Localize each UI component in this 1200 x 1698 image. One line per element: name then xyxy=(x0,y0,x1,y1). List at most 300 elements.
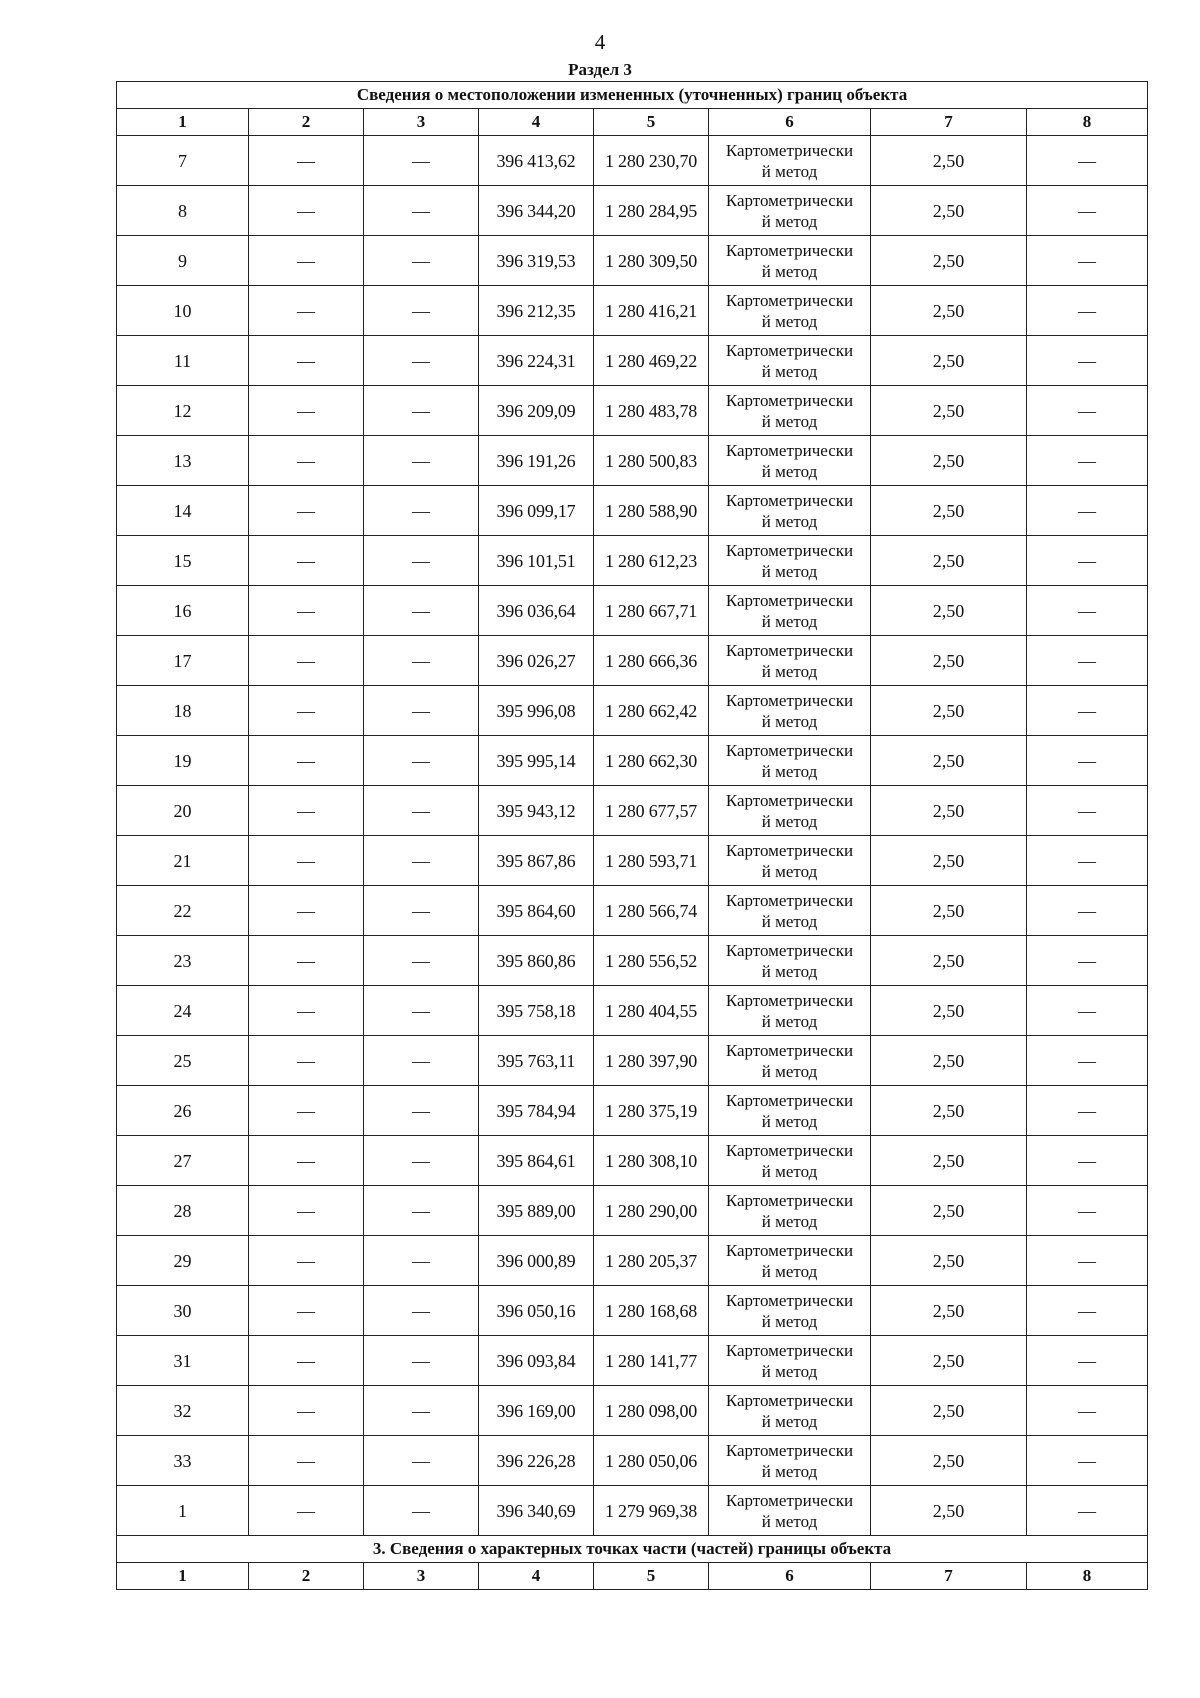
column-8-cell: — xyxy=(1027,536,1148,586)
column-2-cell: — xyxy=(249,286,364,336)
method-line-2: й метод xyxy=(761,761,818,781)
accuracy-cell: 2,50 xyxy=(871,586,1027,636)
y-coordinate-cell: 1 280 098,00 xyxy=(594,1386,709,1436)
method-cell xyxy=(709,736,871,786)
column-2-cell: — xyxy=(249,136,364,186)
table-row xyxy=(117,936,1148,986)
method-line-1: Картометрически xyxy=(725,190,854,210)
column-3-cell: — xyxy=(364,536,479,586)
x-coordinate-cell: 396 413,62 xyxy=(479,136,594,186)
y-coordinate-cell: 1 280 593,71 xyxy=(594,836,709,886)
accuracy-cell: 2,50 xyxy=(871,1386,1027,1436)
y-coordinate-cell: 1 280 205,37 xyxy=(594,1236,709,1286)
table-row xyxy=(117,336,1148,386)
table-row xyxy=(117,586,1148,636)
point-number-cell: 26 xyxy=(117,1086,249,1136)
column-8-cell: — xyxy=(1027,1336,1148,1386)
point-number-cell: 7 xyxy=(117,136,249,186)
column-header: 8 xyxy=(1027,1563,1148,1590)
column-3-cell: — xyxy=(364,836,479,886)
column-3-cell: — xyxy=(364,786,479,836)
column-8-cell: — xyxy=(1027,636,1148,686)
y-coordinate-cell: 1 280 416,21 xyxy=(594,286,709,336)
method-line-1: Картометрически xyxy=(725,640,854,660)
table-row xyxy=(117,236,1148,286)
column-3-cell: — xyxy=(364,586,479,636)
method-line-2: й метод xyxy=(761,1511,818,1531)
accuracy-cell: 2,50 xyxy=(871,786,1027,836)
column-2-cell: — xyxy=(249,1386,364,1436)
y-coordinate-cell: 1 280 397,90 xyxy=(594,1036,709,1086)
column-8-cell: — xyxy=(1027,486,1148,536)
method-line-1: Картометрически xyxy=(725,140,854,160)
column-header: 4 xyxy=(479,109,594,136)
column-2-cell: — xyxy=(249,636,364,686)
column-2-cell: — xyxy=(249,186,364,236)
point-number-cell: 10 xyxy=(117,286,249,336)
method-cell xyxy=(709,436,871,486)
boundary-coordinates-table xyxy=(116,81,1148,1590)
point-number-cell: 9 xyxy=(117,236,249,286)
table-title: Сведения о местоположении измененных (уточненных) границ объекта xyxy=(117,82,1148,109)
table-row xyxy=(117,1186,1148,1236)
table-row xyxy=(117,1336,1148,1386)
x-coordinate-cell: 396 344,20 xyxy=(479,186,594,236)
method-cell xyxy=(709,836,871,886)
method-cell xyxy=(709,586,871,636)
column-header: 2 xyxy=(249,1563,364,1590)
column-8-cell: — xyxy=(1027,1386,1148,1436)
column-3-cell: — xyxy=(364,1286,479,1336)
column-2-cell: — xyxy=(249,1336,364,1386)
method-line-2: й метод xyxy=(761,261,818,281)
y-coordinate-cell: 1 280 588,90 xyxy=(594,486,709,536)
accuracy-cell: 2,50 xyxy=(871,1136,1027,1186)
column-3-cell: — xyxy=(364,136,479,186)
x-coordinate-cell: 396 000,89 xyxy=(479,1236,594,1286)
method-line-1: Картометрически xyxy=(725,290,854,310)
column-3-cell: — xyxy=(364,436,479,486)
method-line-1: Картометрически xyxy=(725,1290,854,1310)
point-number-cell: 29 xyxy=(117,1236,249,1286)
column-3-cell: — xyxy=(364,236,479,286)
column-3-cell: — xyxy=(364,336,479,386)
method-line-2: й метод xyxy=(761,1261,818,1281)
method-cell xyxy=(709,1386,871,1436)
table-row xyxy=(117,636,1148,686)
accuracy-cell: 2,50 xyxy=(871,286,1027,336)
column-2-cell: — xyxy=(249,336,364,386)
column-2-cell: — xyxy=(249,886,364,936)
table-row xyxy=(117,1086,1148,1136)
method-line-1: Картометрически xyxy=(725,790,854,810)
y-coordinate-cell: 1 280 483,78 xyxy=(594,386,709,436)
point-number-cell: 13 xyxy=(117,436,249,486)
column-3-cell: — xyxy=(364,486,479,536)
method-line-2: й метод xyxy=(761,361,818,381)
column-2-cell: — xyxy=(249,936,364,986)
accuracy-cell: 2,50 xyxy=(871,1486,1027,1536)
column-3-cell: — xyxy=(364,686,479,736)
point-number-cell: 28 xyxy=(117,1186,249,1236)
column-header: 5 xyxy=(594,109,709,136)
table-row xyxy=(117,136,1148,186)
table-row xyxy=(117,1486,1148,1536)
x-coordinate-cell: 396 050,16 xyxy=(479,1286,594,1336)
x-coordinate-cell: 396 191,26 xyxy=(479,436,594,486)
column-3-cell: — xyxy=(364,986,479,1036)
column-8-cell: — xyxy=(1027,1136,1148,1186)
y-coordinate-cell: 1 280 469,22 xyxy=(594,336,709,386)
method-line-2: й метод xyxy=(761,961,818,981)
column-8-cell: — xyxy=(1027,1236,1148,1286)
method-cell xyxy=(709,536,871,586)
column-header: 4 xyxy=(479,1563,594,1590)
method-cell xyxy=(709,286,871,336)
x-coordinate-cell: 396 093,84 xyxy=(479,1336,594,1386)
x-coordinate-cell: 396 169,00 xyxy=(479,1386,594,1436)
column-8-cell: — xyxy=(1027,1036,1148,1086)
point-number-cell: 22 xyxy=(117,886,249,936)
method-cell xyxy=(709,686,871,736)
accuracy-cell: 2,50 xyxy=(871,336,1027,386)
method-cell xyxy=(709,936,871,986)
method-line-2: й метод xyxy=(761,561,818,581)
column-8-cell: — xyxy=(1027,686,1148,736)
column-3-cell: — xyxy=(364,286,479,336)
table-row xyxy=(117,736,1148,786)
y-coordinate-cell: 1 280 375,19 xyxy=(594,1086,709,1136)
accuracy-cell: 2,50 xyxy=(871,986,1027,1036)
column-header-row xyxy=(117,109,1148,136)
method-line-1: Картометрически xyxy=(725,340,854,360)
point-number-cell: 19 xyxy=(117,736,249,786)
accuracy-cell: 2,50 xyxy=(871,736,1027,786)
column-3-cell: — xyxy=(364,1386,479,1436)
method-line-2: й метод xyxy=(761,511,818,531)
method-cell xyxy=(709,1236,871,1286)
point-number-cell: 14 xyxy=(117,486,249,536)
method-line-1: Картометрически xyxy=(725,390,854,410)
column-header: 8 xyxy=(1027,109,1148,136)
table-row xyxy=(117,186,1148,236)
method-line-1: Картометрически xyxy=(725,890,854,910)
accuracy-cell: 2,50 xyxy=(871,1086,1027,1136)
x-coordinate-cell: 395 860,86 xyxy=(479,936,594,986)
column-2-cell: — xyxy=(249,1086,364,1136)
x-coordinate-cell: 395 943,12 xyxy=(479,786,594,836)
y-coordinate-cell: 1 280 050,06 xyxy=(594,1436,709,1486)
section-title: Раздел 3 xyxy=(568,60,632,79)
method-cell xyxy=(709,1036,871,1086)
method-line-1: Картометрически xyxy=(725,1390,854,1410)
y-coordinate-cell: 1 280 666,36 xyxy=(594,636,709,686)
x-coordinate-cell: 396 026,27 xyxy=(479,636,594,686)
table-row xyxy=(117,1236,1148,1286)
table-row xyxy=(117,436,1148,486)
method-line-2: й метод xyxy=(761,1011,818,1031)
x-coordinate-cell: 395 763,11 xyxy=(479,1036,594,1086)
method-cell xyxy=(709,336,871,386)
method-line-2: й метод xyxy=(761,711,818,731)
method-line-1: Картометрически xyxy=(725,490,854,510)
column-2-cell: — xyxy=(249,836,364,886)
x-coordinate-cell: 396 224,31 xyxy=(479,336,594,386)
point-number-cell: 1 xyxy=(117,1486,249,1536)
table-row xyxy=(117,986,1148,1036)
point-number-cell: 16 xyxy=(117,586,249,636)
y-coordinate-cell: 1 280 309,50 xyxy=(594,236,709,286)
x-coordinate-cell: 396 209,09 xyxy=(479,386,594,436)
method-cell xyxy=(709,1486,871,1536)
y-coordinate-cell: 1 280 284,95 xyxy=(594,186,709,236)
accuracy-cell: 2,50 xyxy=(871,1336,1027,1386)
method-line-1: Картометрически xyxy=(725,1040,854,1060)
column-header: 1 xyxy=(117,1563,249,1590)
point-number-cell: 18 xyxy=(117,686,249,736)
column-8-cell: — xyxy=(1027,936,1148,986)
column-2-cell: — xyxy=(249,1186,364,1236)
method-line-2: й метод xyxy=(761,161,818,181)
method-line-2: й метод xyxy=(761,1411,818,1431)
method-cell xyxy=(709,636,871,686)
column-header: 5 xyxy=(594,1563,709,1590)
accuracy-cell: 2,50 xyxy=(871,486,1027,536)
column-8-cell: — xyxy=(1027,436,1148,486)
method-line-1: Картометрически xyxy=(725,1090,854,1110)
accuracy-cell: 2,50 xyxy=(871,386,1027,436)
column-3-cell: — xyxy=(364,1486,479,1536)
x-coordinate-cell: 396 036,64 xyxy=(479,586,594,636)
method-line-1: Картометрически xyxy=(725,1140,854,1160)
column-2-cell: — xyxy=(249,1436,364,1486)
method-line-1: Картометрически xyxy=(725,1440,854,1460)
method-line-2: й метод xyxy=(761,1311,818,1331)
column-3-cell: — xyxy=(364,1086,479,1136)
table-row xyxy=(117,836,1148,886)
point-number-cell: 11 xyxy=(117,336,249,386)
column-8-cell: — xyxy=(1027,736,1148,786)
column-2-cell: — xyxy=(249,786,364,836)
column-2-cell: — xyxy=(249,1036,364,1086)
method-cell xyxy=(709,1136,871,1186)
table-row xyxy=(117,786,1148,836)
column-8-cell: — xyxy=(1027,286,1148,336)
column-2-cell: — xyxy=(249,1486,364,1536)
column-3-cell: — xyxy=(364,386,479,436)
y-coordinate-cell: 1 280 662,42 xyxy=(594,686,709,736)
y-coordinate-cell: 1 280 556,52 xyxy=(594,936,709,986)
accuracy-cell: 2,50 xyxy=(871,886,1027,936)
x-coordinate-cell: 396 226,28 xyxy=(479,1436,594,1486)
y-coordinate-cell: 1 280 141,77 xyxy=(594,1336,709,1386)
method-line-1: Картометрически xyxy=(725,1340,854,1360)
accuracy-cell: 2,50 xyxy=(871,136,1027,186)
column-8-cell: — xyxy=(1027,1086,1148,1136)
column-header: 6 xyxy=(709,1563,871,1590)
table-row xyxy=(117,286,1148,336)
column-header: 3 xyxy=(364,109,479,136)
y-coordinate-cell: 1 280 230,70 xyxy=(594,136,709,186)
y-coordinate-cell: 1 280 566,74 xyxy=(594,886,709,936)
column-3-cell: — xyxy=(364,636,479,686)
accuracy-cell: 2,50 xyxy=(871,1436,1027,1486)
point-number-cell: 32 xyxy=(117,1386,249,1436)
method-line-1: Картометрически xyxy=(725,440,854,460)
column-8-cell: — xyxy=(1027,1186,1148,1236)
method-cell xyxy=(709,786,871,836)
point-number-cell: 23 xyxy=(117,936,249,986)
method-cell xyxy=(709,186,871,236)
table-row xyxy=(117,386,1148,436)
column-8-cell: — xyxy=(1027,586,1148,636)
y-coordinate-cell: 1 280 612,23 xyxy=(594,536,709,586)
table-row xyxy=(117,486,1148,536)
column-3-cell: — xyxy=(364,1236,479,1286)
point-number-cell: 33 xyxy=(117,1436,249,1486)
accuracy-cell: 2,50 xyxy=(871,686,1027,736)
table-row xyxy=(117,1436,1148,1486)
column-8-cell: — xyxy=(1027,786,1148,836)
accuracy-cell: 2,50 xyxy=(871,1286,1027,1336)
x-coordinate-cell: 395 784,94 xyxy=(479,1086,594,1136)
table-row xyxy=(117,1136,1148,1186)
point-number-cell: 25 xyxy=(117,1036,249,1086)
accuracy-cell: 2,50 xyxy=(871,1236,1027,1286)
column-8-cell: — xyxy=(1027,336,1148,386)
method-line-2: й метод xyxy=(761,461,818,481)
x-coordinate-cell: 396 340,69 xyxy=(479,1486,594,1536)
x-coordinate-cell: 395 864,61 xyxy=(479,1136,594,1186)
method-line-2: й метод xyxy=(761,211,818,231)
method-line-2: й метод xyxy=(761,1061,818,1081)
method-cell xyxy=(709,886,871,936)
column-2-cell: — xyxy=(249,536,364,586)
x-coordinate-cell: 396 101,51 xyxy=(479,536,594,586)
column-2-cell: — xyxy=(249,1286,364,1336)
column-8-cell: — xyxy=(1027,136,1148,186)
column-2-cell: — xyxy=(249,686,364,736)
method-line-2: й метод xyxy=(761,1161,818,1181)
method-cell xyxy=(709,1336,871,1386)
accuracy-cell: 2,50 xyxy=(871,186,1027,236)
method-cell xyxy=(709,1436,871,1486)
column-8-cell: — xyxy=(1027,986,1148,1036)
table-row xyxy=(117,686,1148,736)
accuracy-cell: 2,50 xyxy=(871,436,1027,486)
column-8-cell: — xyxy=(1027,1286,1148,1336)
point-number-cell: 24 xyxy=(117,986,249,1036)
method-cell xyxy=(709,986,871,1036)
x-coordinate-cell: 395 889,00 xyxy=(479,1186,594,1236)
column-header: 1 xyxy=(117,109,249,136)
method-line-2: й метод xyxy=(761,1211,818,1231)
method-line-2: й метод xyxy=(761,1361,818,1381)
column-8-cell: — xyxy=(1027,1486,1148,1536)
column-3-cell: — xyxy=(364,1136,479,1186)
x-coordinate-cell: 395 867,86 xyxy=(479,836,594,886)
table-row xyxy=(117,1386,1148,1436)
point-number-cell: 15 xyxy=(117,536,249,586)
method-line-2: й метод xyxy=(761,861,818,881)
method-cell xyxy=(709,1086,871,1136)
method-line-1: Картометрически xyxy=(725,1190,854,1210)
column-2-cell: — xyxy=(249,736,364,786)
method-line-1: Картометрически xyxy=(725,590,854,610)
y-coordinate-cell: 1 280 404,55 xyxy=(594,986,709,1036)
column-header: 2 xyxy=(249,109,364,136)
y-coordinate-cell: 1 280 500,83 xyxy=(594,436,709,486)
column-2-cell: — xyxy=(249,1236,364,1286)
method-cell xyxy=(709,1186,871,1236)
accuracy-cell: 2,50 xyxy=(871,936,1027,986)
point-number-cell: 8 xyxy=(117,186,249,236)
method-line-1: Картометрически xyxy=(725,840,854,860)
method-line-2: й метод xyxy=(761,1111,818,1131)
accuracy-cell: 2,50 xyxy=(871,236,1027,286)
column-2-cell: — xyxy=(249,436,364,486)
column-3-cell: — xyxy=(364,936,479,986)
column-3-cell: — xyxy=(364,736,479,786)
y-coordinate-cell: 1 280 662,30 xyxy=(594,736,709,786)
column-2-cell: — xyxy=(249,236,364,286)
table-row xyxy=(117,886,1148,936)
column-8-cell: — xyxy=(1027,236,1148,286)
column-2-cell: — xyxy=(249,586,364,636)
column-header: 7 xyxy=(871,1563,1027,1590)
column-8-cell: — xyxy=(1027,886,1148,936)
column-2-cell: — xyxy=(249,986,364,1036)
x-coordinate-cell: 395 864,60 xyxy=(479,886,594,936)
point-number-cell: 21 xyxy=(117,836,249,886)
method-line-1: Картометрически xyxy=(725,940,854,960)
column-8-cell: — xyxy=(1027,1436,1148,1486)
column-header: 3 xyxy=(364,1563,479,1590)
method-line-2: й метод xyxy=(761,311,818,331)
method-cell xyxy=(709,236,871,286)
column-header: 7 xyxy=(871,109,1027,136)
accuracy-cell: 2,50 xyxy=(871,1036,1027,1086)
point-number-cell: 20 xyxy=(117,786,249,836)
point-number-cell: 27 xyxy=(117,1136,249,1186)
point-number-cell: 30 xyxy=(117,1286,249,1336)
x-coordinate-cell: 396 319,53 xyxy=(479,236,594,286)
column-3-cell: — xyxy=(364,186,479,236)
method-line-2: й метод xyxy=(761,611,818,631)
y-coordinate-cell: 1 280 308,10 xyxy=(594,1136,709,1186)
x-coordinate-cell: 395 996,08 xyxy=(479,686,594,736)
method-line-1: Картометрически xyxy=(725,1490,854,1510)
method-line-1: Картометрически xyxy=(725,540,854,560)
method-cell xyxy=(709,1286,871,1336)
table-row xyxy=(117,536,1148,586)
column-3-cell: — xyxy=(364,1186,479,1236)
table-row xyxy=(117,1036,1148,1086)
x-coordinate-cell: 395 995,14 xyxy=(479,736,594,786)
column-2-cell: — xyxy=(249,1136,364,1186)
column-8-cell: — xyxy=(1027,836,1148,886)
method-line-1: Картометрически xyxy=(725,990,854,1010)
method-line-2: й метод xyxy=(761,811,818,831)
column-3-cell: — xyxy=(364,886,479,936)
method-line-2: й метод xyxy=(761,661,818,681)
y-coordinate-cell: 1 280 667,71 xyxy=(594,586,709,636)
accuracy-cell: 2,50 xyxy=(871,636,1027,686)
method-line-1: Картометрически xyxy=(725,690,854,710)
method-cell xyxy=(709,136,871,186)
column-2-cell: — xyxy=(249,386,364,436)
y-coordinate-cell: 1 280 677,57 xyxy=(594,786,709,836)
